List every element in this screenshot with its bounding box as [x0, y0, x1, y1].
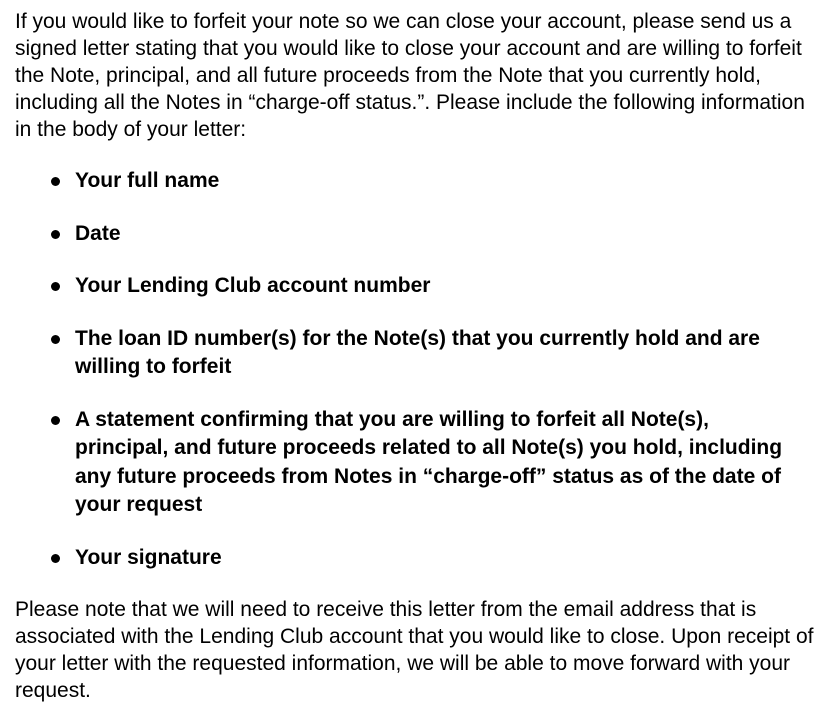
list-item: [15, 272, 805, 301]
required-info-list: [15, 167, 829, 572]
bullet-icon: [51, 177, 60, 186]
bullet-icon: [51, 554, 60, 563]
list-item: [15, 325, 805, 382]
list-item-text: Your Lending Club account number: [75, 274, 431, 297]
bullet-icon: [51, 230, 60, 239]
list-item-text: A statement confirming that you are willing to forfeit all Note(s), principal, and future proceeds related to all Note(s) you hold, including any future proceeds from Notes in “charge-off” status as of the date of your request: [75, 407, 783, 516]
closing-paragraph: Please note that we will need to receive this letter from the email address that is associated with the Lending Club account that you would like to close. Upon receipt of your letter with the requested information, we will be able to move forward with your request.: [15, 598, 814, 702]
list-item: [15, 406, 805, 520]
list-item-text: Your signature: [75, 545, 222, 569]
intro-paragraph: If you would like to forfeit your note so we can close your account, please send us a signed letter stating that you would like to close your account and are willing to forfeit the Note, principal, and all future proceeds from the Note that you currently hold, including all the Notes in “charge-off status.”. Please include the following information in the body of your letter:: [15, 10, 805, 141]
list-item: [15, 167, 805, 196]
list-item-text: The loan ID number(s) for the Note(s) that you currently hold and are willing to forfeit: [75, 326, 760, 378]
bullet-icon: [51, 335, 60, 344]
bullet-icon: [51, 282, 60, 291]
list-item-text: Your full name: [75, 169, 220, 192]
bullet-icon: [51, 416, 60, 425]
list-item: [15, 220, 805, 249]
list-item: [15, 544, 805, 573]
list-item-text: Date: [75, 221, 121, 245]
